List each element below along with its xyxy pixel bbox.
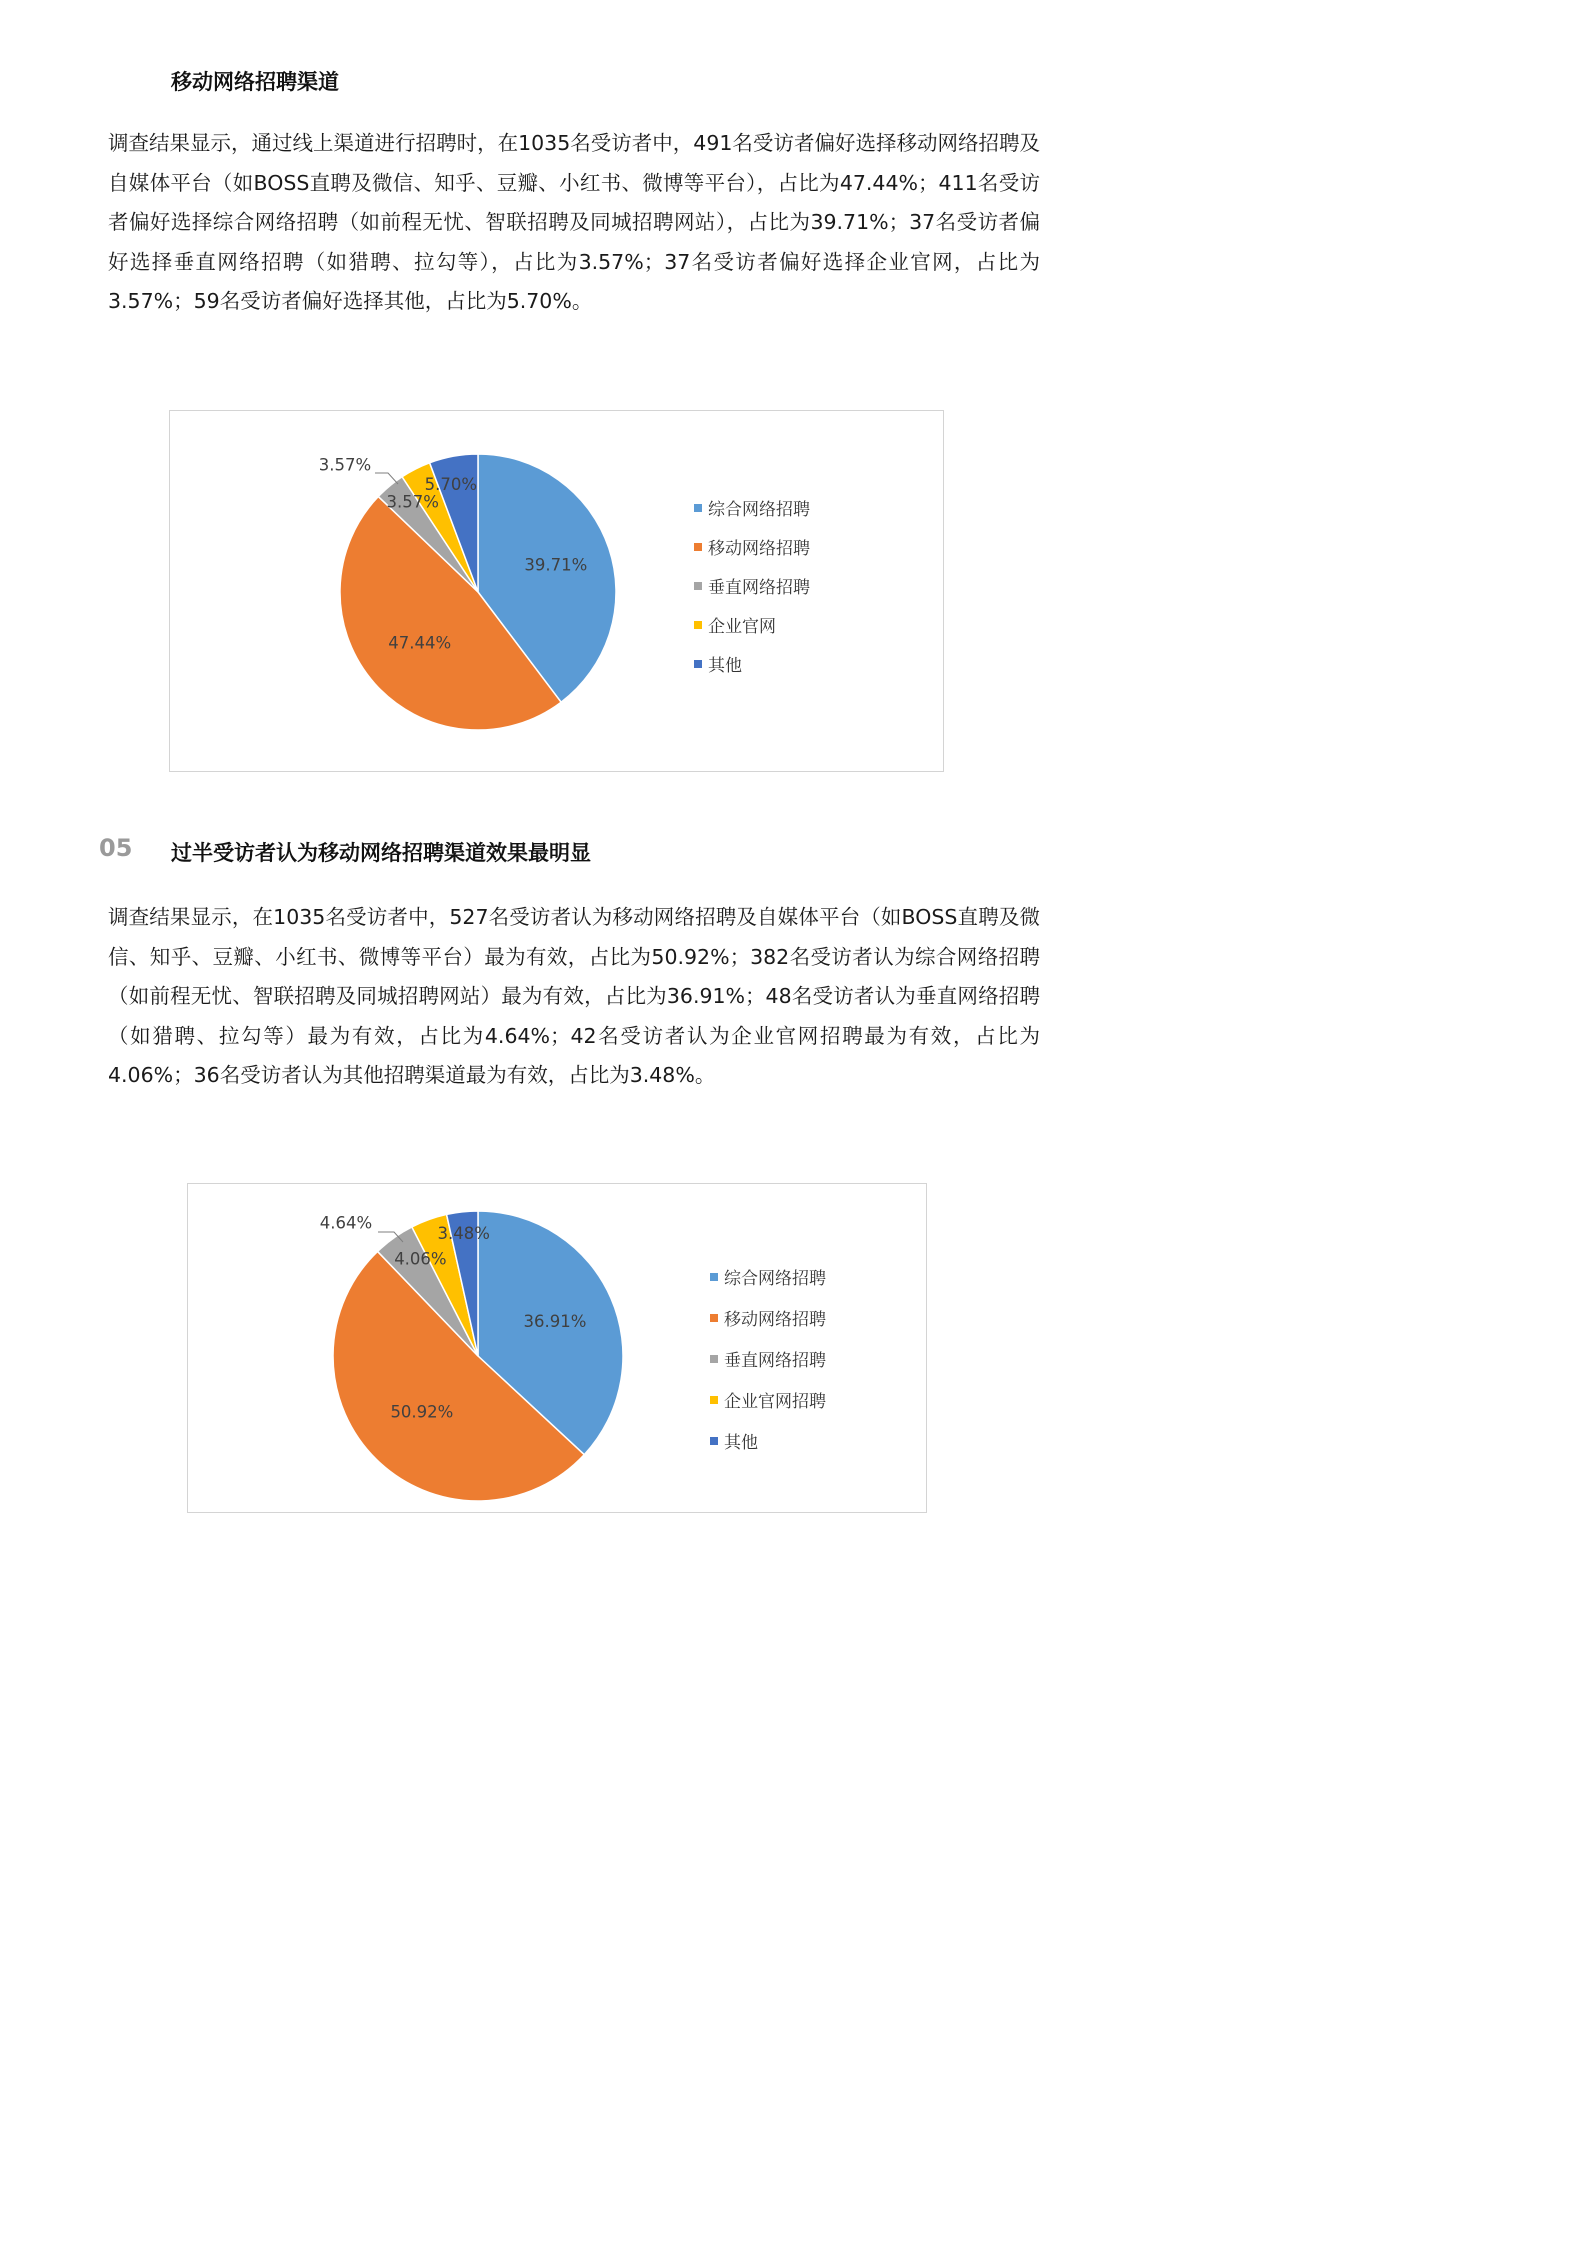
legend-item — [710, 1346, 826, 1371]
pie-data-label: 3.57% — [318, 455, 372, 475]
legend-label: 移动网络招聘 — [724, 1310, 826, 1330]
legend-label: 其他 — [708, 656, 742, 676]
pie-data-label: 3.57% — [386, 492, 439, 512]
legend-swatch — [694, 621, 702, 629]
legend-swatch — [694, 504, 702, 512]
legend-label: 垂直网络招聘 — [724, 1351, 826, 1371]
legend-item — [710, 1264, 826, 1289]
legend-label: 移动网络招聘 — [708, 539, 810, 559]
pie-chart-channel-preference — [169, 410, 944, 772]
pie-data-label: 4.64% — [319, 1213, 373, 1233]
pie-data-label: 4.06% — [394, 1249, 447, 1269]
legend-swatch — [694, 660, 702, 668]
legend-item — [694, 534, 810, 559]
section-paragraph-channel-effectiveness: 调查结果显示，在1035名受访者中，527名受访者认为移动网络招聘及自媒体平台（如BOSS直聘及微信、知乎、豆瓣、小红书、微博等平台）最为有效，占比为50.92%；382名受访者认为综合网络招聘（如前程无忧、智联招聘及同城招聘网站）最为有效，占比为36.91%；48名受访者认为垂直网络招聘（如猎聘、拉勾等）最为有效，占比为4.64%；42名受访者认为企业官网招聘最为有效，占比为4.06%；36名受访者认为其他招聘渠道最为有效，占比为3.48%。 — [108, 905, 1040, 1087]
pie-data-label: 50.92% — [390, 1402, 454, 1422]
section-number: 05 — [99, 834, 133, 862]
legend-label: 企业官网招聘 — [724, 1392, 826, 1412]
pie-chart-svg — [170, 411, 943, 771]
pie-data-label: 5.70% — [424, 475, 478, 495]
legend-swatch — [710, 1396, 718, 1404]
pie-data-label: 36.91% — [523, 1311, 587, 1331]
legend-label: 垂直网络招聘 — [708, 578, 810, 598]
legend-item — [710, 1428, 758, 1453]
legend-swatch — [694, 543, 702, 551]
legend-swatch — [710, 1314, 718, 1322]
legend-label: 综合网络招聘 — [708, 500, 810, 520]
legend-label: 企业官网 — [708, 617, 776, 637]
legend-swatch — [710, 1437, 718, 1445]
legend-item — [694, 573, 810, 598]
legend-swatch — [694, 582, 702, 590]
section-heading-mobile-channels: 移动网络招聘渠道 — [171, 70, 339, 94]
legend-item — [694, 495, 810, 520]
legend-label: 综合网络招聘 — [724, 1269, 826, 1289]
legend-item — [694, 612, 776, 637]
pie-data-label: 47.44% — [388, 633, 452, 653]
section-heading-channel-effectiveness: 过半受访者认为移动网络招聘渠道效果最明显 — [171, 841, 591, 865]
legend-item — [710, 1305, 826, 1330]
pie-data-label: 39.71% — [524, 555, 588, 575]
legend-swatch — [710, 1273, 718, 1281]
pie-chart-channel-effectiveness — [187, 1183, 927, 1513]
legend-item — [710, 1387, 826, 1412]
pie-data-label: 3.48% — [437, 1224, 490, 1244]
legend-swatch — [710, 1355, 718, 1363]
legend-item — [694, 651, 742, 676]
section-paragraph-channel-preference: 调查结果显示，通过线上渠道进行招聘时，在1035名受访者中，491名受访者偏好选择移动网络招聘及自媒体平台（如BOSS直聘及微信、知乎、豆瓣、小红书、微博等平台），占比为47.44%；411名受访者偏好选择综合网络招聘（如前程无忧、智联招聘及同城招聘网站），占比为39.71%；37名受访者偏好选择垂直网络招聘（如猎聘、拉勾等），占比为3.57%；37名受访者偏好选择企业官网，占比为3.57%；59名受访者偏好选择其他，占比为5.70%。 — [108, 131, 1040, 313]
legend-label: 其他 — [724, 1433, 758, 1453]
